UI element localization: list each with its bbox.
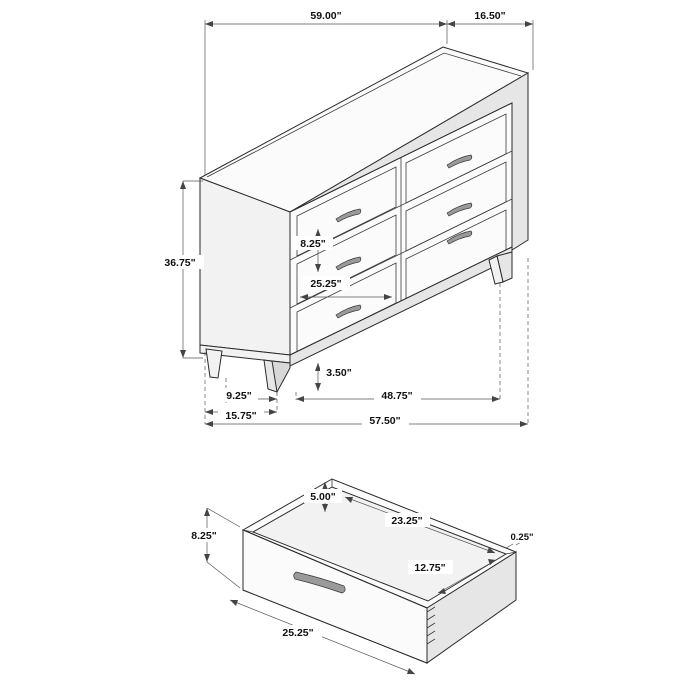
dim-base-width: 57.50" bbox=[369, 415, 401, 427]
dim-interior-width: 12.75" bbox=[414, 562, 446, 574]
dim-side-height: 8.25" bbox=[191, 530, 217, 542]
dim-drawer-face-width: 25.25" bbox=[310, 278, 342, 290]
dresser-drawing bbox=[200, 47, 528, 392]
dim-top-width: 59.00" bbox=[310, 10, 342, 22]
dim-overall-width: 25.25" bbox=[282, 627, 314, 639]
dim-material-thickness: 0.25" bbox=[510, 532, 534, 543]
dim-overall-height: 36.75" bbox=[164, 257, 196, 269]
dim-interior-depth-front: 5.00" bbox=[310, 491, 336, 503]
dim-interior-length: 23.25" bbox=[391, 515, 423, 527]
dim-leg-offset: 9.25" bbox=[226, 390, 252, 402]
dim-drawer-face-height: 8.25" bbox=[300, 238, 326, 250]
dim-top-depth: 16.50" bbox=[474, 10, 506, 22]
dim-base-inner-width: 48.75" bbox=[381, 390, 413, 402]
dim-base-left-depth: 15.75" bbox=[225, 410, 257, 422]
dim-leg-height: 3.50" bbox=[326, 367, 352, 379]
